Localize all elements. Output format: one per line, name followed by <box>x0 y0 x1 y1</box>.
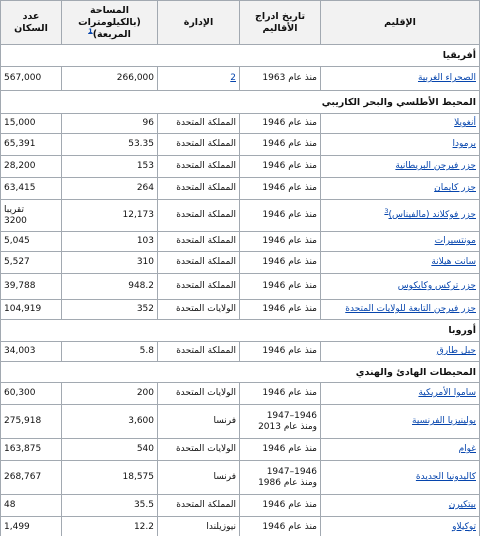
population-value: 63,415 <box>1 178 62 200</box>
inclusion-date: منذ عام 1946 <box>240 178 321 200</box>
region-link[interactable]: مونتسيرات <box>434 236 476 246</box>
table-row <box>1 342 480 362</box>
inclusion-date <box>240 405 321 439</box>
date-since: ومنذ عام 1986 <box>258 477 317 488</box>
inclusion-date: منذ عام 1946 <box>240 495 321 517</box>
population-value: 1,499 <box>1 517 62 536</box>
header-date[interactable]: تاريخ ادراج الأقاليم <box>240 1 321 45</box>
table-row <box>1 232 480 252</box>
region-name <box>321 517 480 536</box>
region-name <box>321 274 480 300</box>
inclusion-date: منذ عام 1946 <box>240 134 321 156</box>
region-name <box>321 200 480 232</box>
section-pacific: المحيطات الهادئ والهندي <box>1 362 480 383</box>
table-row <box>1 517 480 536</box>
inclusion-date: منذ عام 1946 <box>240 114 321 134</box>
table-row <box>1 300 480 320</box>
population-number: 3200 <box>4 215 27 226</box>
administration: الولايات المتحدة <box>158 383 240 405</box>
population-value: 5,045 <box>1 232 62 252</box>
population-value: 15,000 <box>1 114 62 134</box>
header-row <box>1 1 480 45</box>
header-population[interactable] <box>1 1 62 45</box>
header-population-line2: السكان <box>14 22 48 34</box>
region-link[interactable]: بيتكيرن <box>448 500 476 510</box>
administration: الولايات المتحدة <box>158 439 240 461</box>
area-value: 103 <box>62 232 158 252</box>
area-value: 310 <box>62 252 158 274</box>
section-row <box>1 362 480 383</box>
header-admin[interactable]: الإدارة <box>158 1 240 45</box>
area-value: 3,600 <box>62 405 158 439</box>
population-value: 163,875 <box>1 439 62 461</box>
area-value: 5.8 <box>62 342 158 362</box>
header-area-line1: المساحة <box>89 4 130 16</box>
administration: المملكة المتحدة <box>158 232 240 252</box>
area-value: 266,000 <box>62 67 158 91</box>
area-value: 153 <box>62 156 158 178</box>
inclusion-date: منذ عام 1946 <box>240 342 321 362</box>
region-name <box>321 300 480 320</box>
area-value: 540 <box>62 439 158 461</box>
administration: المملكة المتحدة <box>158 178 240 200</box>
region-link[interactable]: جبل طارق <box>436 346 476 356</box>
population-value: 60,300 <box>1 383 62 405</box>
date-range: 1946–1947 <box>266 466 317 477</box>
inclusion-date: منذ عام 1946 <box>240 156 321 178</box>
header-area[interactable] <box>62 1 158 45</box>
administration: المملكة المتحدة <box>158 156 240 178</box>
inclusion-date: منذ عام 1946 <box>240 300 321 320</box>
region-name <box>321 156 480 178</box>
region-name <box>321 342 480 362</box>
area-value: 200 <box>62 383 158 405</box>
administration: فرنسا <box>158 405 240 439</box>
table-row <box>1 178 480 200</box>
table-row <box>1 405 480 439</box>
table-row <box>1 274 480 300</box>
header-area-line3: المربعة) <box>92 28 131 40</box>
region-link[interactable]: برمودا <box>452 139 476 149</box>
area-value: 948.2 <box>62 274 158 300</box>
region-name <box>321 232 480 252</box>
region-link[interactable]: جزر تركس وكايكوس <box>397 281 476 291</box>
region-name <box>321 134 480 156</box>
population-value: 5,527 <box>1 252 62 274</box>
region-name <box>321 405 480 439</box>
population-value: 34,003 <box>1 342 62 362</box>
region-name <box>321 114 480 134</box>
administration: المملكة المتحدة <box>158 495 240 517</box>
administration: المملكة المتحدة <box>158 114 240 134</box>
population-value: 268,767 <box>1 461 62 495</box>
table-row <box>1 200 480 232</box>
administration: فرنسا <box>158 461 240 495</box>
population-value: 104,919 <box>1 300 62 320</box>
region-link[interactable]: ساموا الأمريكية <box>418 388 476 398</box>
region-link[interactable]: أنغويلا <box>454 118 476 128</box>
population-value: 65,391 <box>1 134 62 156</box>
table-row <box>1 495 480 517</box>
region-link[interactable]: سانت هيلانة <box>431 257 476 267</box>
table-row <box>1 383 480 405</box>
region-name <box>321 495 480 517</box>
inclusion-date <box>240 461 321 495</box>
administration: المملكة المتحدة <box>158 342 240 362</box>
section-row <box>1 91 480 114</box>
administration: المملكة المتحدة <box>158 200 240 232</box>
administration: المملكة المتحدة <box>158 134 240 156</box>
table-row <box>1 439 480 461</box>
table-row <box>1 461 480 495</box>
area-value: 35.5 <box>62 495 158 517</box>
region-link[interactable]: بولينيزيا الفرنسية <box>412 416 476 426</box>
inclusion-date: منذ عام 1946 <box>240 439 321 461</box>
administration: المملكة المتحدة <box>158 274 240 300</box>
table-row <box>1 134 480 156</box>
inclusion-date: منذ عام 1963 <box>240 67 321 91</box>
area-value: 18,575 <box>62 461 158 495</box>
date-range: 1946–1947 <box>266 410 317 421</box>
table-row <box>1 67 480 91</box>
header-area-note-link[interactable]: 1 <box>88 26 93 35</box>
header-area-line2: (بالكيلومترات <box>78 16 141 28</box>
section-africa: أفريقيا <box>1 45 480 67</box>
region-link[interactable]: جزر فيرجن البريطانية <box>395 161 476 171</box>
population-value: 48 <box>1 495 62 517</box>
area-value: 96 <box>62 114 158 134</box>
administration: المملكة المتحدة <box>158 252 240 274</box>
population-value: 39,788 <box>1 274 62 300</box>
region-name <box>321 439 480 461</box>
header-area-line3-wrap <box>65 26 154 41</box>
inclusion-date: منذ عام 1946 <box>240 252 321 274</box>
population-value: 275,918 <box>1 405 62 439</box>
inclusion-date: منذ عام 1946 <box>240 517 321 536</box>
region-link[interactable]: الصحراء الغربية <box>417 73 476 83</box>
area-value: 12,173 <box>62 200 158 232</box>
administration: الولايات المتحدة <box>158 300 240 320</box>
region-link[interactable]: توكيلاو <box>452 521 476 532</box>
area-value: 53.35 <box>62 134 158 156</box>
region-name <box>321 461 480 495</box>
region-link[interactable]: جزر فوكلاند (مالفيناس) <box>388 210 476 220</box>
section-atlantic: المحيط الأطلسي والبحر الكاريبي <box>1 91 480 114</box>
admin-note-link[interactable]: 2 <box>230 73 236 83</box>
region-link[interactable]: جزر فيرجن التابعة للولايات المتحدة <box>345 304 476 314</box>
inclusion-date: منذ عام 1946 <box>240 200 321 232</box>
table-row <box>1 252 480 274</box>
table-row <box>1 156 480 178</box>
header-region[interactable]: الإقليم <box>321 1 480 45</box>
table-row <box>1 114 480 134</box>
area-value: 12.2 <box>62 517 158 536</box>
population-approx: تقريبا <box>4 204 24 215</box>
region-name <box>321 67 480 91</box>
administration <box>158 67 240 91</box>
population-value <box>1 200 62 232</box>
section-row <box>1 45 480 67</box>
header-population-line1: عدد <box>22 10 40 22</box>
region-name <box>321 252 480 274</box>
inclusion-date: منذ عام 1946 <box>240 274 321 300</box>
region-link[interactable]: جزر كايمان <box>434 183 476 193</box>
region-name <box>321 383 480 405</box>
date-since: ومنذ عام 2013 <box>258 421 317 432</box>
area-value: 264 <box>62 178 158 200</box>
section-row <box>1 320 480 342</box>
population-value: 28,200 <box>1 156 62 178</box>
inclusion-date: منذ عام 1946 <box>240 232 321 252</box>
region-link[interactable]: كاليدونيا الجديدة <box>415 472 476 482</box>
administration: نيوزيلندا <box>158 517 240 536</box>
population-value: 567,000 <box>1 67 62 91</box>
area-value: 352 <box>62 300 158 320</box>
section-europe: أوروبا <box>1 320 480 342</box>
region-link[interactable]: غوام <box>458 444 476 454</box>
inclusion-date: منذ عام 1946 <box>240 383 321 405</box>
region-note-link[interactable]: 3 <box>384 207 389 215</box>
region-name <box>321 178 480 200</box>
